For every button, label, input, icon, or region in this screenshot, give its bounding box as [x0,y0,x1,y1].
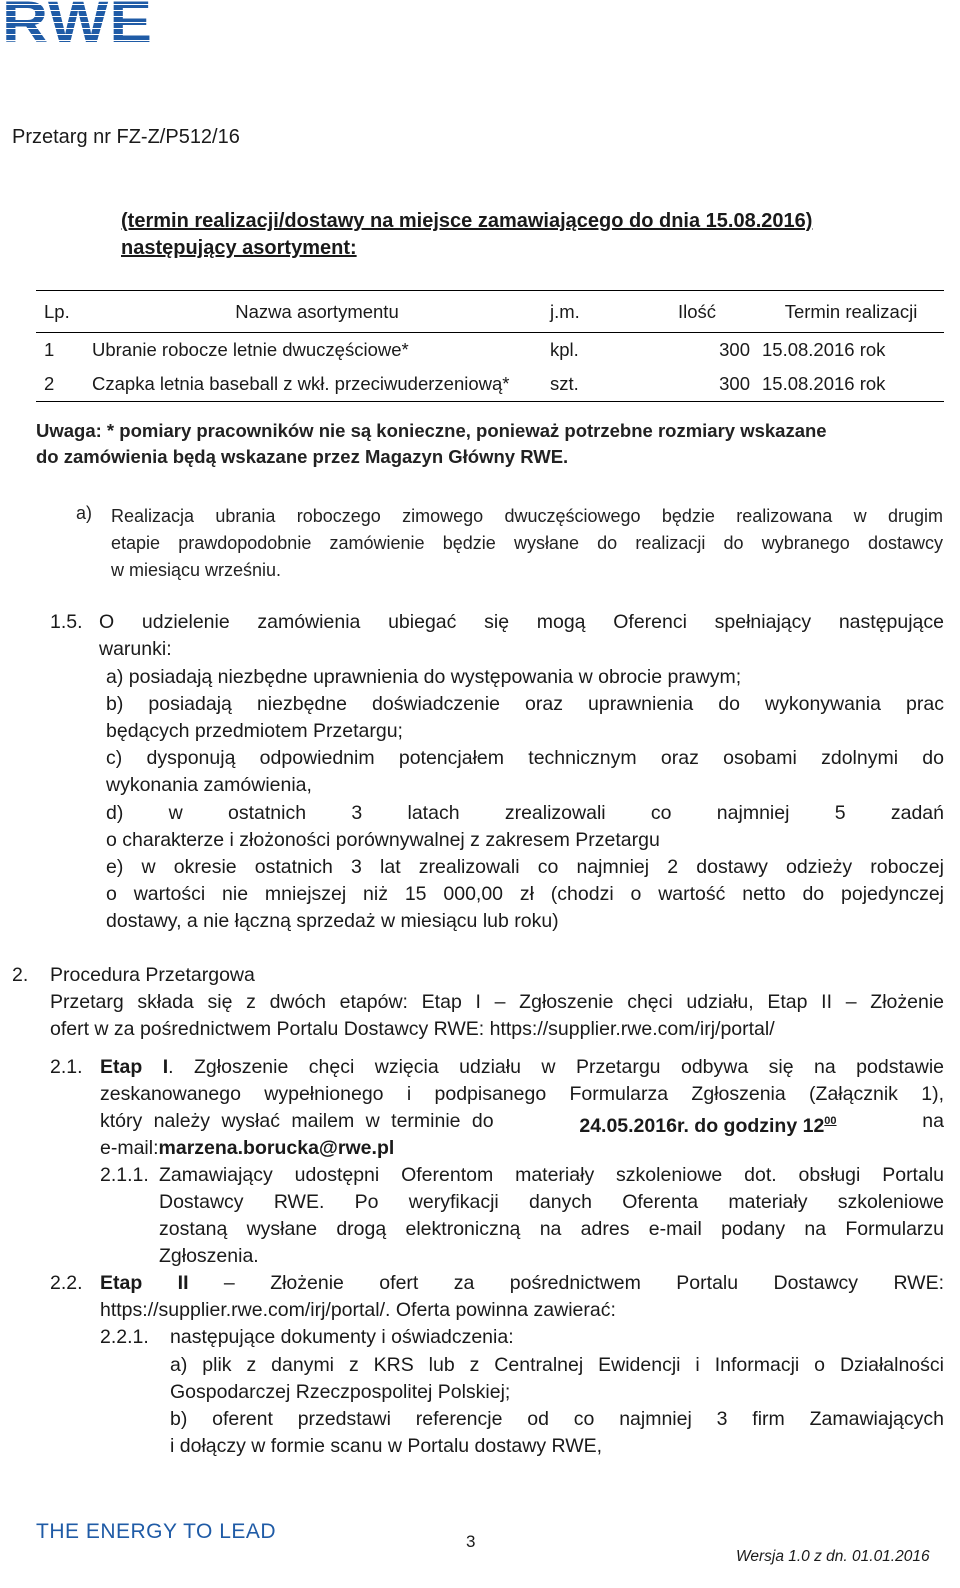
section-2-1-1-line-3: zostaną wysłane drogą elektroniczną na adres e-mail podany na Formularzu [159,1218,944,1240]
section-2-line-2: ofert w za pośrednictwem Portalu Dostawcy RWE: https://supplier.rwe.com/irj/portal/ [50,1018,775,1040]
cell-term: 15.08.2016 rok [762,339,886,360]
note-line-2: do zamówienia będą wskazane przez Magazyn Główny RWE. [36,446,569,467]
condition-c-line-1: c) dysponują odpowiednim potencjałem technicznym oraz osobami zdolnymi do [106,747,944,769]
email-prefix: e-mail: [100,1137,159,1159]
section-1-5-line-2: warunki: [99,638,172,660]
note [36,418,946,470]
section-2-1-1-number: 2.1.1. [100,1164,149,1186]
cell-quantity: 300 [640,367,758,402]
cell-unit: szt. [546,367,640,402]
section-2-2-1-line-1: następujące dokumenty i oświadczenia: [170,1326,514,1348]
section-2-title: Procedura Przetargowa [50,964,255,986]
cell-term: 15.08.2016 rok [758,367,944,402]
condition-a: a) posiadają niezbędne uprawnienia do występowania w obrocie prawym; [106,666,742,688]
section-2-1-number: 2.1. [50,1056,83,1078]
header-lp: Lp. [36,291,88,333]
condition-b-line-1: b) posiadają niezbędne doświadczenie oraz uprawnienia do wykonywania prac [106,693,944,715]
cell-unit: kpl. [550,339,579,360]
item-a-marker: a) [76,503,93,523]
section-2-1-1-line-2: Dostawcy RWE. Po weryfikacji danych Oferenta materiały szkoleniowe [159,1191,944,1213]
assortment-table [36,290,944,402]
section-2-line-1: Przetarg składa się z dwóch etapów: Etap I – Zgłoszenie chęci udziału, Etap II – Złożenie [50,991,944,1013]
footer-tagline: THE ENERGY TO LEAD [36,1520,277,1543]
deadline-date [579,1108,836,1139]
document-a-line-1: a) plik z danymi z KRS lub z Centralnej Ewidencji i Informacji o Działalności [170,1354,944,1376]
etap-1-label: Etap I [100,1056,169,1078]
note-line-1: Uwaga: * pomiary pracowników nie są konieczne, ponieważ potrzebne rozmiary wskazane [36,420,827,441]
condition-b-line-2: będących przedmiotem Przetargu; [106,720,403,742]
intro-line-1: (termin realizacji/dostawy na miejsce zamawiającego do dnia 15.08.2016) [121,210,813,232]
tender-number: Przetarg nr FZ-Z/P512/16 [12,126,240,148]
document-b-line-1: b) oferent przedstawi referencje od co najmniej 3 firm Zamawiających [170,1408,944,1430]
cell-lp: 2 [36,367,88,402]
section-2-2-line-1 [100,1270,944,1296]
section-2-2-1-number: 2.2.1. [100,1326,149,1348]
condition-c-line-2: wykonania zamówienia, [106,774,312,796]
section-2-1-text-3b: na [922,1110,944,1132]
header-quantity: Ilość [640,291,758,333]
cell-name: Czapka letnia baseball z wkł. przeciwuderzeniową* [88,367,546,402]
item-a-line-2: etapie prawdopodobnie zamówienie będzie wysłane do realizacji do wybranego dostawcy [111,533,943,553]
etap-2-label: Etap II [100,1272,189,1294]
section-2-1-text-1: . Zgłoszenie chęci wzięcia udziału w Przetargu odbywa się na podstawie [168,1056,944,1078]
section-2-2-line-2: https://supplier.rwe.com/irj/portal/. Oferta powinna zawierać: [100,1299,616,1321]
section-2-1-text-3: który należy wysłać mailem w terminie do [100,1110,494,1132]
condition-e-line-2: o wartości nie mniejszej niż 15 000,00 zł (chodzi o wartość netto do pojedynczej [106,883,944,905]
page-number: 3 [466,1532,476,1551]
contact-email: marzena.borucka@rwe.pl [158,1137,395,1159]
document-a-line-2: Gospodarczej Rzeczpospolitej Polskiej; [170,1381,511,1403]
header-unit: j.m. [546,291,640,333]
section-2-number: 2. [12,964,29,986]
section-2-1-1-line-1: Zamawiający udostępni Oferentom materiały szkoleniowe dot. obsługi Portalu [159,1164,944,1186]
condition-d-line-1: d) w ostatnich 3 latach zrealizowali co najmniej 5 zadań [106,802,944,824]
item-a-line-1: Realizacja ubrania roboczego zimowego dwuczęściowego będzie realizowana w drugim [111,506,943,526]
table-row [36,367,944,402]
section-1-5-line-1: O udzielenie zamówienia ubiegać się mogą Oferenci spełniający następujące [99,611,944,633]
header-term: Termin realizacji [758,291,944,333]
condition-e-line-1: e) w okresie ostatnich 3 lat zrealizowali co najmniej 2 dostawy odzieży roboczej [106,856,944,878]
table-header-row [36,291,944,333]
section-2-1-line-4 [100,1135,394,1161]
rwe-logo: RWE [2,0,153,52]
condition-e-line-3: dostawy, a nie łączną sprzedaż w miesiącu lub roku) [106,910,559,932]
section-1-5-number: 1.5. [50,611,83,633]
section-2-1-line-2: zeskanowanego wypełnionego i podpisanego Formularza Zgłoszenia (Załącznik 1), [100,1083,944,1105]
section-2-1-1-line-4: Zgłoszenia. [159,1245,259,1267]
table-row [36,333,944,368]
cell-lp: 1 [44,339,55,360]
document-version: Wersja 1.0 z dn. 01.01.2016 [736,1548,930,1565]
cell-quantity: 300 [719,339,750,360]
header-name: Nazwa asortymentu [88,291,546,333]
cell-name: Ubranie robocze letnie dwuczęściowe* [92,339,409,360]
deadline-minutes: 00 [824,1115,837,1127]
condition-d-line-2: o charakterze i złożoności porównywalnej z zakresem Przetargu [106,829,660,851]
item-a-line-3: w miesiącu wrześniu. [111,560,282,580]
intro-line-2: następujący asortyment: [121,237,357,259]
document-b-line-2: i dołączy w formie scanu w Portalu dostawy RWE, [170,1435,603,1457]
section-2-1-line-1 [100,1054,944,1080]
section-2-2-number: 2.2. [50,1272,83,1294]
deadline-text: 24.05.2016r. do godziny 12 [579,1115,825,1137]
section-2-2-text-1: – Złożenie ofert za pośrednictwem Portalu Dostawcy RWE: [188,1272,945,1294]
